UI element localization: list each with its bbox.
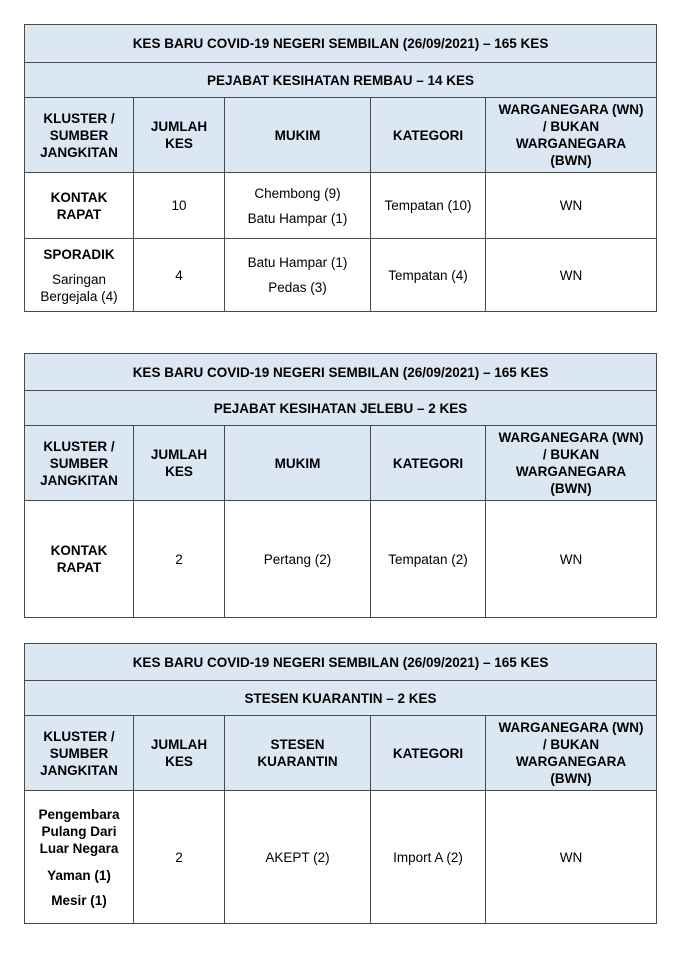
cell-kluster: SPORADIK Saringan Bergejala (4) <box>25 239 134 312</box>
cell-warganegara: WN <box>486 791 657 924</box>
cell-warganegara: WN <box>486 239 657 312</box>
table-row <box>25 791 657 924</box>
cell-kategori: Import A (2) <box>371 791 486 924</box>
cell-warganegara: WN <box>486 501 657 618</box>
cell-jumlah: 4 <box>134 239 225 312</box>
table-subtitle: STESEN KUARANTIN – 2 KES <box>25 681 657 716</box>
header-warganegara: WARGANEGARA (WN) / BUKAN WARGANEGARA (BWN) <box>486 716 657 791</box>
jelebu-table <box>24 353 657 618</box>
table-subtitle: PEJABAT KESIHATAN JELEBU – 2 KES <box>25 391 657 426</box>
cell-mukim: Batu Hampar (1) Pedas (3) <box>225 239 371 312</box>
cell-kluster: KONTAK RAPAT <box>25 173 134 239</box>
table-row <box>25 239 657 312</box>
cell-jumlah: 10 <box>134 173 225 239</box>
table-title: KES BARU COVID-19 NEGERI SEMBILAN (26/09/2021) – 165 KES <box>25 644 657 681</box>
header-kluster: KLUSTER / SUMBER JANGKITAN <box>25 98 134 173</box>
cell-mukim: Pertang (2) <box>225 501 371 618</box>
header-kluster: KLUSTER / SUMBER JANGKITAN <box>25 716 134 791</box>
cell-kluster: Pengembara Pulang Dari Luar Negara Yaman (1) Mesir (1) <box>25 791 134 924</box>
header-kategori: KATEGORI <box>371 98 486 173</box>
header-jumlah: JUMLAH KES <box>134 98 225 173</box>
cell-jumlah: 2 <box>134 501 225 618</box>
cell-stesen: AKEPT (2) <box>225 791 371 924</box>
header-warganegara: WARGANEGARA (WN) / BUKAN WARGANEGARA (BWN) <box>486 426 657 501</box>
header-mukim: MUKIM <box>225 426 371 501</box>
header-jumlah: JUMLAH KES <box>134 426 225 501</box>
cell-kategori: Tempatan (10) <box>371 173 486 239</box>
cell-jumlah: 2 <box>134 791 225 924</box>
cell-kategori: Tempatan (2) <box>371 501 486 618</box>
header-mukim: MUKIM <box>225 98 371 173</box>
rembau-table <box>24 24 657 312</box>
table-subtitle: PEJABAT KESIHATAN REMBAU – 14 KES <box>25 63 657 98</box>
table-title: KES BARU COVID-19 NEGERI SEMBILAN (26/09/2021) – 165 KES <box>25 354 657 391</box>
table-row <box>25 501 657 618</box>
table-row <box>25 173 657 239</box>
header-jumlah: JUMLAH KES <box>134 716 225 791</box>
table-title: KES BARU COVID-19 NEGERI SEMBILAN (26/09/2021) – 165 KES <box>25 25 657 63</box>
header-kategori: KATEGORI <box>371 716 486 791</box>
header-stesen: STESEN KUARANTIN <box>225 716 371 791</box>
cell-mukim: Chembong (9) Batu Hampar (1) <box>225 173 371 239</box>
header-kluster: KLUSTER / SUMBER JANGKITAN <box>25 426 134 501</box>
cell-kluster: KONTAK RAPAT <box>25 501 134 618</box>
cell-kategori: Tempatan (4) <box>371 239 486 312</box>
header-warganegara: WARGANEGARA (WN) / BUKAN WARGANEGARA (BWN) <box>486 98 657 173</box>
kuarantin-table <box>24 643 657 924</box>
header-kategori: KATEGORI <box>371 426 486 501</box>
cell-warganegara: WN <box>486 173 657 239</box>
